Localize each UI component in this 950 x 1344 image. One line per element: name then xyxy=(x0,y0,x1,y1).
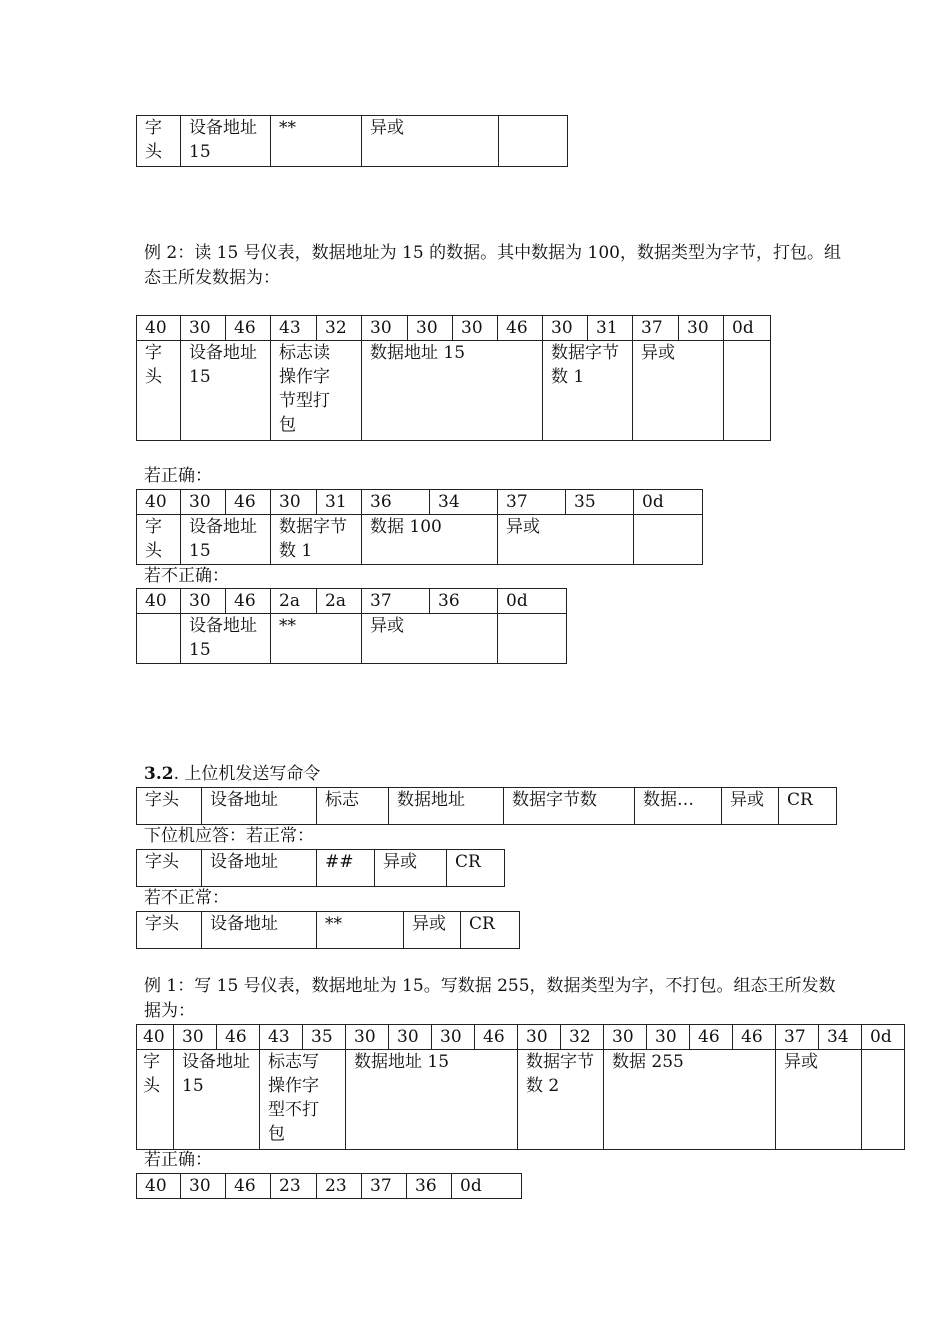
hex-cell: 35 xyxy=(303,1025,346,1050)
desc-flag: 标志写操作字型不打包 xyxy=(260,1050,346,1150)
reply-label: 下位机应答：若正常： xyxy=(144,826,314,846)
correct2-table xyxy=(136,1173,522,1199)
cell-cr: CR xyxy=(461,912,520,949)
desc-xor: 异或 xyxy=(498,515,634,565)
cell-device-address: 设备地址 xyxy=(202,850,317,887)
desc-xor: 异或 xyxy=(776,1050,862,1150)
hex-cell: 37 xyxy=(362,589,430,614)
hex-cell: 46 xyxy=(498,316,543,341)
hex-cell: 2a xyxy=(317,589,362,614)
hex-cell: 30 xyxy=(408,316,453,341)
hex-cell: 40 xyxy=(137,1025,174,1050)
example2-table xyxy=(136,315,771,441)
hex-cell: 23 xyxy=(317,1174,362,1199)
desc-byte-count: 数据字节数 2 xyxy=(518,1050,604,1150)
hex-cell: 34 xyxy=(819,1025,862,1050)
desc-row xyxy=(137,1050,905,1150)
hex-cell: 31 xyxy=(317,490,362,515)
hex-cell: 0d xyxy=(498,589,567,614)
cell-byte-count: 数据字节数 xyxy=(504,788,635,825)
correct1-label: 若正确： xyxy=(144,466,212,486)
desc-end xyxy=(634,515,703,565)
hex-cell: 40 xyxy=(137,1174,181,1199)
hex-cell: 30 xyxy=(432,1025,475,1050)
hex-cell: 46 xyxy=(226,316,271,341)
table-row xyxy=(137,788,837,825)
hex-cell: 30 xyxy=(647,1025,690,1050)
hex-cell: 37 xyxy=(776,1025,819,1050)
cell-flag: ## xyxy=(317,850,375,887)
cell-cr: CR xyxy=(447,850,505,887)
hex-cell: 37 xyxy=(362,1174,407,1199)
hex-cell: 34 xyxy=(430,490,498,515)
cell-data: 数据… xyxy=(635,788,722,825)
desc-data: 数据 100 xyxy=(362,515,498,565)
hex-cell: 30 xyxy=(679,316,724,341)
section-heading xyxy=(144,762,320,786)
hex-cell: 30 xyxy=(181,490,226,515)
desc-xor: 异或 xyxy=(633,341,724,441)
hex-cell: 30 xyxy=(271,490,317,515)
table-row xyxy=(137,850,505,887)
desc-header xyxy=(137,614,181,664)
hex-cell: 30 xyxy=(181,1174,226,1199)
hex-cell: 43 xyxy=(271,316,317,341)
hex-cell: 30 xyxy=(543,316,588,341)
desc-header: 字头 xyxy=(137,515,181,565)
hex-cell: 46 xyxy=(475,1025,518,1050)
cell-flag: ** xyxy=(271,116,362,167)
desc-row xyxy=(137,341,771,441)
table-row xyxy=(137,116,568,167)
hex-cell: 32 xyxy=(317,316,362,341)
hex-cell: 30 xyxy=(346,1025,389,1050)
example2-intro-line1: 例 2：读 15 号仪表，数据地址为 15 的数据。其中数据为 100，数据类型为字节，打包。组 xyxy=(144,243,841,263)
cell-header: 字头 xyxy=(137,116,181,167)
cell-xor: 异或 xyxy=(404,912,461,949)
example2-intro-line2: 态王所发数据为： xyxy=(144,268,280,288)
hex-cell: 0d xyxy=(452,1174,522,1199)
hex-cell: 35 xyxy=(566,490,634,515)
hex-cell: 32 xyxy=(561,1025,604,1050)
hex-cell: 36 xyxy=(430,589,498,614)
cell-end xyxy=(499,116,568,167)
desc-byte-count: 数据字节数 1 xyxy=(543,341,633,441)
hex-cell: 30 xyxy=(174,1025,217,1050)
hex-cell: 30 xyxy=(181,316,226,341)
hex-cell: 36 xyxy=(362,490,430,515)
hex-cell: 0d xyxy=(862,1025,905,1050)
example1-intro-line2: 据为： xyxy=(144,1001,195,1021)
top-fragment-table xyxy=(136,115,568,167)
desc-header: 字头 xyxy=(137,341,181,441)
hex-cell: 30 xyxy=(181,589,226,614)
desc-data-address: 数据地址 15 xyxy=(362,341,543,441)
hex-cell: 30 xyxy=(453,316,498,341)
section-number: 3.2 xyxy=(144,764,174,784)
hex-cell: 0d xyxy=(724,316,771,341)
desc-byte-count: 数据字节数 1 xyxy=(271,515,362,565)
hex-cell: 30 xyxy=(604,1025,647,1050)
hex-cell: 46 xyxy=(690,1025,733,1050)
hex-cell: 46 xyxy=(217,1025,260,1050)
hex-cell: 43 xyxy=(260,1025,303,1050)
desc-end xyxy=(724,341,771,441)
reply-bad-label: 若不正常： xyxy=(144,888,229,908)
hex-row xyxy=(137,316,771,341)
hex-cell: 46 xyxy=(226,1174,271,1199)
cell-xor: 异或 xyxy=(375,850,447,887)
desc-data: 数据 255 xyxy=(604,1050,776,1150)
hex-cell: 30 xyxy=(518,1025,561,1050)
hex-row xyxy=(137,490,703,515)
example1-table xyxy=(136,1024,905,1150)
cell-header: 字头 xyxy=(137,788,202,825)
hex-cell: 30 xyxy=(362,316,408,341)
correct1-table xyxy=(136,489,703,565)
table-row xyxy=(137,912,520,949)
hex-row xyxy=(137,1025,905,1050)
cell-device-address: 设备地址 15 xyxy=(181,116,271,167)
hex-cell: 46 xyxy=(226,589,271,614)
cell-device-address: 设备地址 xyxy=(202,912,317,949)
desc-device-address: 设备地址 15 xyxy=(174,1050,260,1150)
desc-data-address: 数据地址 15 xyxy=(346,1050,518,1150)
hex-row xyxy=(137,1174,522,1199)
hex-cell: 40 xyxy=(137,490,181,515)
write-command-table xyxy=(136,787,837,825)
hex-cell: 30 xyxy=(389,1025,432,1050)
hex-cell: 23 xyxy=(271,1174,317,1199)
cell-flag: 标志 xyxy=(317,788,389,825)
desc-xor: 异或 xyxy=(362,614,498,664)
incorrect1-label: 若不正确： xyxy=(144,566,229,586)
hex-row xyxy=(137,589,567,614)
desc-flag: ** xyxy=(271,614,362,664)
cell-device-address: 设备地址 xyxy=(202,788,317,825)
desc-row xyxy=(137,614,567,664)
desc-end xyxy=(862,1050,905,1150)
desc-device-address: 设备地址 15 xyxy=(181,515,271,565)
cell-xor: 异或 xyxy=(362,116,499,167)
cell-data-address: 数据地址 xyxy=(389,788,504,825)
correct2-label: 若正确： xyxy=(144,1150,212,1170)
desc-row xyxy=(137,515,703,565)
hex-cell: 37 xyxy=(633,316,679,341)
desc-flag: 标志读操作字节型打包 xyxy=(271,341,362,441)
example1-intro-line1: 例 1：写 15 号仪表，数据地址为 15。写数据 255，数据类型为字，不打包。组态王所发数 xyxy=(144,976,836,996)
hex-cell: 37 xyxy=(498,490,566,515)
desc-device-address: 设备地址 15 xyxy=(181,614,271,664)
hex-cell: 40 xyxy=(137,316,181,341)
hex-cell: 40 xyxy=(137,589,181,614)
reply-bad-table xyxy=(136,911,520,949)
hex-cell: 36 xyxy=(407,1174,452,1199)
hex-cell: 0d xyxy=(634,490,703,515)
hex-cell: 2a xyxy=(271,589,317,614)
cell-cr: CR xyxy=(779,788,837,825)
desc-end xyxy=(498,614,567,664)
cell-header: 字头 xyxy=(137,850,202,887)
reply-ok-table xyxy=(136,849,505,887)
desc-device-address: 设备地址 15 xyxy=(181,341,271,441)
hex-cell: 46 xyxy=(733,1025,776,1050)
section-title: . 上位机发送写命令 xyxy=(173,764,321,784)
cell-header: 字头 xyxy=(137,912,202,949)
hex-cell: 46 xyxy=(226,490,271,515)
incorrect1-table xyxy=(136,588,567,664)
cell-xor: 异或 xyxy=(722,788,779,825)
desc-header: 字头 xyxy=(137,1050,174,1150)
cell-flag: ** xyxy=(317,912,404,949)
hex-cell: 31 xyxy=(588,316,633,341)
